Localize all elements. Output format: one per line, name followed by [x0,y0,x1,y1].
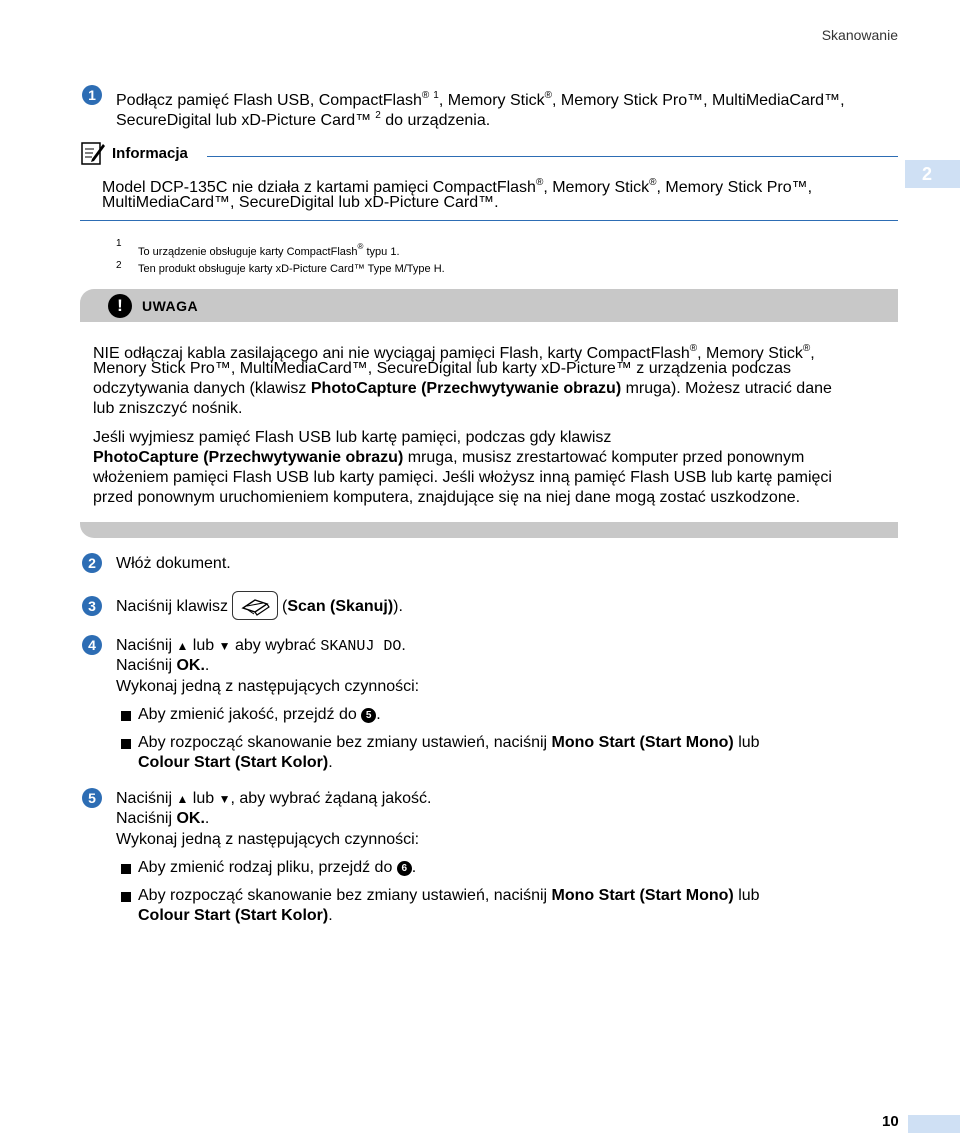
step-4-bullet-2-cont: Colour Start (Start Kolor). [138,754,333,771]
up-arrow-icon: ▲ [176,639,189,653]
warning-p1-line-1: NIE odłączaj kabla zasilającego ani nie wyciągaj pamięci Flash, karty CompactFlash®, Memory Stick®, [93,343,815,362]
step-5-line-1: Naciśnij ▲ lub ▼, aby wybrać żądaną jakość. [116,790,432,807]
step-5-bullet-1: Aby zmienić rodzaj pliku, przejdź do 6 . [138,859,417,876]
step-1-line-1: Podłącz pamięć Flash USB, CompactFlash® $^1$, Memory Stick®, Memory Stick Pro™, MultiMediaCard™, [116,90,845,109]
step-3-text: Naciśnij klawisz (Scan (Skanuj)). [116,597,403,617]
warning-p1-line-3: odczytywania danych (klawisz PhotoCapture (Przechwytywanie obrazu) mruga). Możesz utracić dane [93,380,832,397]
footnote-2: Ten produkt obsługuje karty xD-Picture Card™ Type M/Type H. [138,263,445,275]
warning-p2-line-3: włożeniem pamięci Flash USB lub karty pamięci. Jeśli włożysz inną pamięć Flash USB lub kartę pamięci [93,469,832,486]
footnote-2-number: 2 [116,260,122,271]
step-1-line-2: SecureDigital lub xD-Picture Card™ $^2$ do urządzenia. [116,110,491,129]
step-number-1: 1 [82,85,102,105]
step-2-text: Włóż dokument. [116,555,231,572]
step-number-4: 4 [82,635,102,655]
note-line-2: MultiMediaCard™, SecureDigital lub xD-Picture Card™. [102,194,499,211]
note-title: Informacja [112,145,188,162]
square-bullet-icon [121,864,131,874]
warning-p1-line-4: lub zniszczyć nośnik. [93,400,243,417]
up-arrow-icon: ▲ [176,792,189,806]
step-5-line-2: Naciśnij OK.. [116,810,210,827]
chapter-tab: 2 [905,160,960,188]
step-number-5: 5 [82,788,102,808]
note-line-1: Model DCP-135C nie działa z kartami pamięci CompactFlash®, Memory Stick®, Memory Stick Pro™, [102,177,813,196]
step-4-line-2: Naciśnij OK.. [116,657,210,674]
warning-p1-line-2: Menory Stick Pro™, MultiMediaCard™, SecureDigital lub karty xD-Picture™ z urządzenia podczas [93,360,792,377]
warning-footer-bar [80,522,898,538]
square-bullet-icon [121,739,131,749]
note-bottom-rule [80,220,898,221]
down-arrow-icon: ▼ [218,639,231,653]
warning-title: UWAGA [142,298,199,314]
scanner-icon [232,591,278,620]
square-bullet-icon [121,711,131,721]
step-5-bullet-2-cont: Colour Start (Start Kolor). [138,907,333,924]
square-bullet-icon [121,892,131,902]
step-5-bullet-2: Aby rozpocząć skanowanie bez zmiany ustawień, naciśnij Mono Start (Start Mono) lub [138,887,760,904]
warning-p2-line-2: PhotoCapture (Przechwytywanie obrazu) mruga, musisz zrestartować komputer przed ponownym [93,449,805,466]
step-4-line-1: Naciśnij ▲ lub ▼ aby wybrać SKANUJ DO. [116,637,406,655]
exclamation-icon: ! [108,294,132,318]
note-title-rule [207,156,898,157]
footnote-1: To urządzenie obsługuje karty CompactFlash® typu 1. [138,242,400,258]
down-arrow-icon: ▼ [218,792,231,806]
running-header: Skanowanie [821,27,898,43]
note-pencil-icon [80,140,106,166]
warning-header-bar [80,289,898,322]
step-4-line-3: Wykonaj jedną z następujących czynności: [116,678,420,695]
step-number-3: 3 [82,596,102,616]
step-4-bullet-2: Aby rozpocząć skanowanie bez zmiany ustawień, naciśnij Mono Start (Start Mono) lub [138,734,760,751]
step-4-bullet-1: Aby zmienić jakość, przejdź do 5 . [138,706,381,723]
warning-p2-line-4: przed ponownym uruchomieniem komputera, znajdujące się na niej dane mogą zostać uszkodzone. [93,489,801,506]
page-tab [908,1115,960,1133]
warning-p2-line-1: Jeśli wyjmiesz pamięć Flash USB lub kartę pamięci, podczas gdy klawisz [93,429,612,446]
step-5-line-3: Wykonaj jedną z następujących czynności: [116,831,420,848]
footnote-1-number: 1 [116,238,122,249]
step-number-2: 2 [82,553,102,573]
page-number: 10 [882,1113,899,1130]
